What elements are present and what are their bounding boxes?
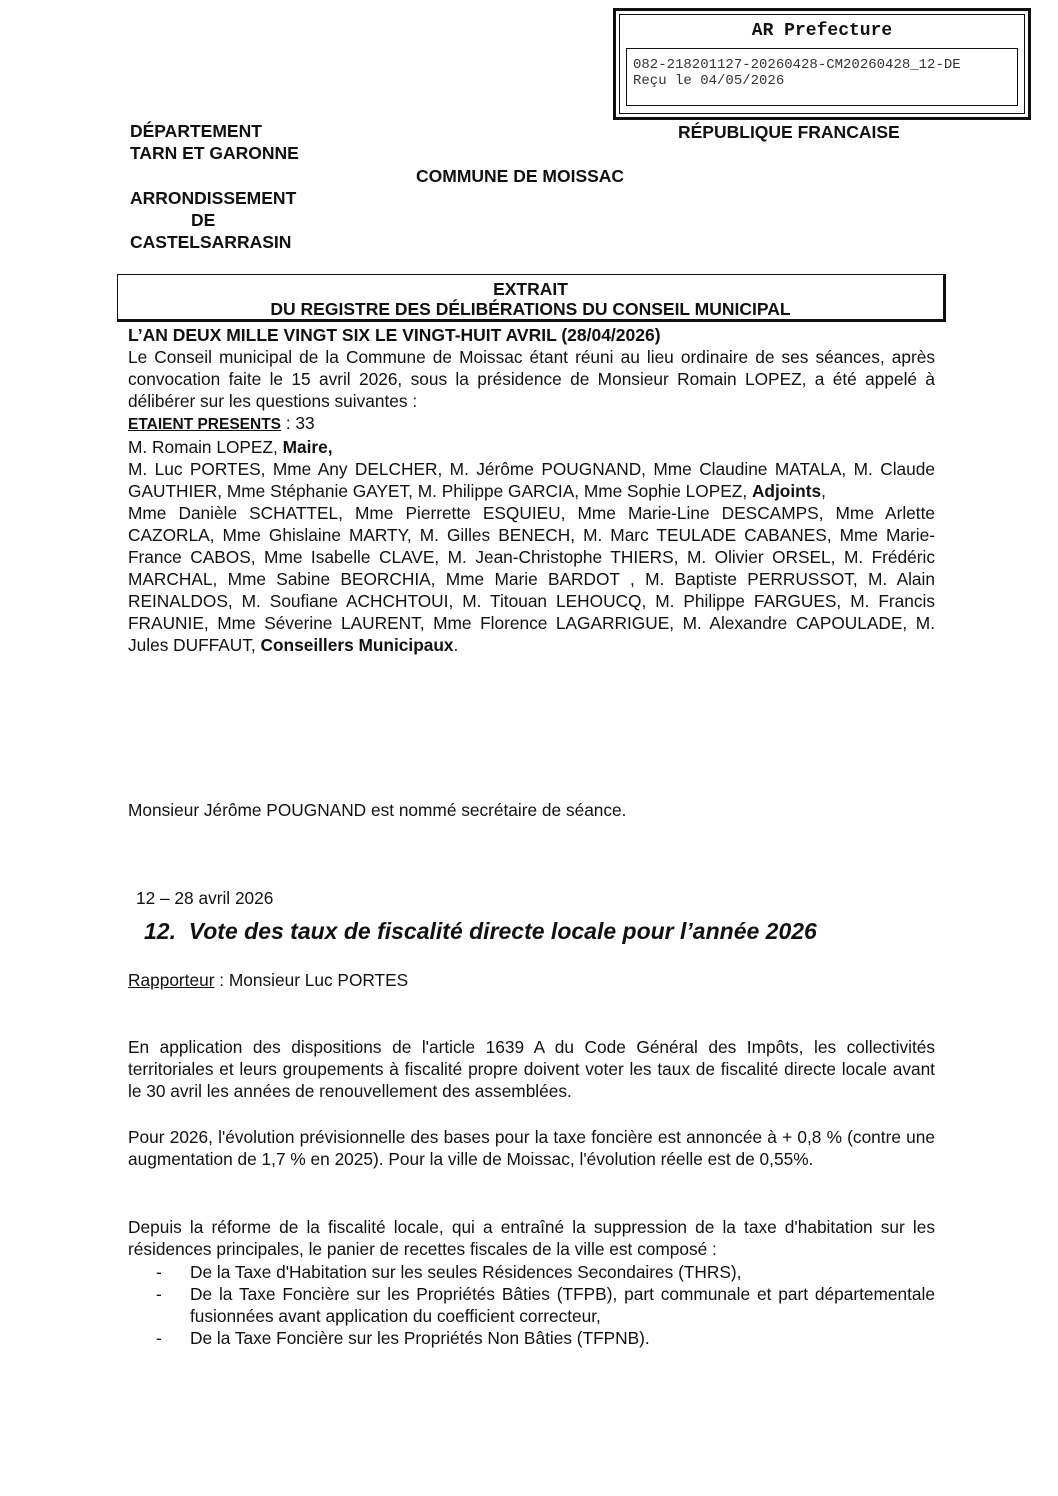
maire-role: Maire,	[282, 437, 333, 457]
extrait-title: EXTRAIT	[493, 279, 568, 299]
rapporteur-label: Rapporteur	[128, 970, 215, 990]
stamp-received-date: Reçu le 04/05/2026	[633, 73, 785, 89]
rapporteur-line	[128, 969, 408, 991]
adjoints-paragraph	[128, 458, 935, 502]
list-item	[128, 1283, 935, 1327]
adjoints-role: Adjoints	[751, 481, 822, 501]
bullet-dash: -	[156, 1328, 162, 1348]
paragraph-article: En application des dispositions de l'article 1639 A du Code Général des Impôts, les collectivités territoriales et leurs groupements à fiscalité propre doivent voter les taux de fiscalité directe locale avant le 30 avril les années de renouvellement des assemblées.	[128, 1037, 935, 1101]
secretary-line: Monsieur Jérôme POUGNAND est nommé secrétaire de séance.	[128, 800, 627, 820]
adjoints-comma: ,	[821, 481, 826, 501]
extrait-subtitle: DU REGISTRE DES DÉLIBÉRATIONS DU CONSEIL MUNICIPAL	[270, 299, 791, 319]
conseillers-names: Mme Danièle SCHATTEL, Mme Pierrette ESQUIEU, Mme Marie-Line DESCAMPS, Mme Arlette CAZORLA, Mme Ghislaine MARTY, M. Gilles BENECH, M. Marc TEULADE CABANES, Mme Marie-France CABOS, Mme Isabelle CLAVE, M. Jean-Christophe THIERS, M. Olivier ORSEL, M. Frédéric MARCHAL, Mme Sabine BEORCHIA, Mme Marie BARDOT , M. Baptiste PERRUSSOT, M. Alain REINALDOS, M. Soufiane ACHCHTOUI, M. Titouan LEHOUCQ, M. Philippe FARGUES, M. Francis FRAUNIE, Mme Séverine LAURENT, Mme Florence LAGARRIGUE, M. Alexandre CAPOULADE, M. Jules DUFFAUT,	[128, 503, 935, 655]
maire-name: M. Romain LOPEZ,	[128, 437, 283, 457]
conseillers-end: .	[453, 635, 459, 655]
department-label: DÉPARTEMENT	[130, 121, 262, 141]
paragraph-reform: Depuis la réforme de la fiscalité locale, qui a entraîné la suppression de la taxe d'habitation sur les résidences principales, le panier de recettes fiscales de la ville est composé :	[128, 1217, 935, 1259]
stamp-details	[626, 48, 1018, 106]
bullet-dash: -	[156, 1262, 162, 1282]
stamp-title: AR Prefecture	[751, 21, 893, 41]
list-item-text: De la Taxe Foncière sur les Propriétés Bâties (TFPB), part communale et part départementale fusionnées avant application du coefficient correcteur,	[190, 1284, 935, 1326]
arrondissement-label: ARRONDISSEMENT	[130, 188, 297, 208]
prefecture-stamp	[613, 8, 1031, 120]
list-item-text: De la Taxe Foncière sur les Propriétés Non Bâties (TFPNB).	[190, 1328, 650, 1348]
presents-separator: :	[281, 413, 296, 433]
maire-line	[128, 436, 935, 458]
session-date: L’AN DEUX MILLE VINGT SIX LE VINGT-HUIT AVRIL (28/04/2026)	[128, 325, 661, 345]
conseillers-role: Conseillers Municipaux	[260, 635, 454, 655]
item-title-line	[144, 918, 817, 945]
list-item	[128, 1261, 935, 1283]
arrondissement-de: DE	[191, 210, 216, 230]
list-item-text: De la Taxe d'Habitation sur les seules Résidences Secondaires (THRS),	[190, 1262, 742, 1282]
commune-name: COMMUNE DE MOISSAC	[416, 166, 625, 186]
item-reference: 12 – 28 avril 2026	[136, 888, 274, 908]
presents-line	[128, 412, 935, 436]
department-block	[130, 120, 299, 164]
republic-label: RÉPUBLIQUE FRANCAISE	[678, 122, 900, 142]
presents-label: ETAIENT PRESENTS	[128, 416, 282, 433]
extrait-banner	[117, 274, 946, 322]
department-name: TARN ET GARONNE	[130, 143, 299, 163]
presents-count: 33	[295, 413, 315, 433]
paragraph-evolution: Pour 2026, l'évolution prévisionnelle des bases pour la taxe foncière est annoncée à + 0,8 % (contre une augmentation de 1,7 % en 2025). Pour la ville de Moissac, l'évolution réelle est de 0,55%.	[128, 1127, 935, 1169]
item-number: 12.	[144, 918, 176, 944]
item-title: Vote des taux de fiscalité directe locale pour l’année 2026	[188, 918, 817, 944]
adjoints-names: M. Luc PORTES, Mme Any DELCHER, M. Jérôme POUGNAND, Mme Claudine MATALA, M. Claude GAUTHIER, Mme Stéphanie GAYET, M. Philippe GARCIA, Mme Sophie LOPEZ,	[128, 459, 935, 501]
session-section	[128, 324, 935, 656]
arrondissement-name: CASTELSARRASIN	[130, 232, 292, 252]
conseillers-paragraph	[128, 502, 935, 656]
session-intro: Le Conseil municipal de la Commune de Moissac étant réuni au lieu ordinaire de ses séances, après convocation faite le 15 avril 2026, sous la présidence de Monsieur Romain LOPEZ, a été appelé à délibérer sur les questions suivantes :	[128, 347, 935, 411]
tax-list	[128, 1261, 935, 1349]
list-item	[128, 1327, 935, 1349]
arrondissement-block	[130, 187, 296, 253]
stamp-reference: 082-218201127-20260428-CM20260428_12-DE	[633, 57, 961, 73]
bullet-dash: -	[156, 1284, 162, 1304]
rapporteur-value: : Monsieur Luc PORTES	[214, 970, 409, 990]
